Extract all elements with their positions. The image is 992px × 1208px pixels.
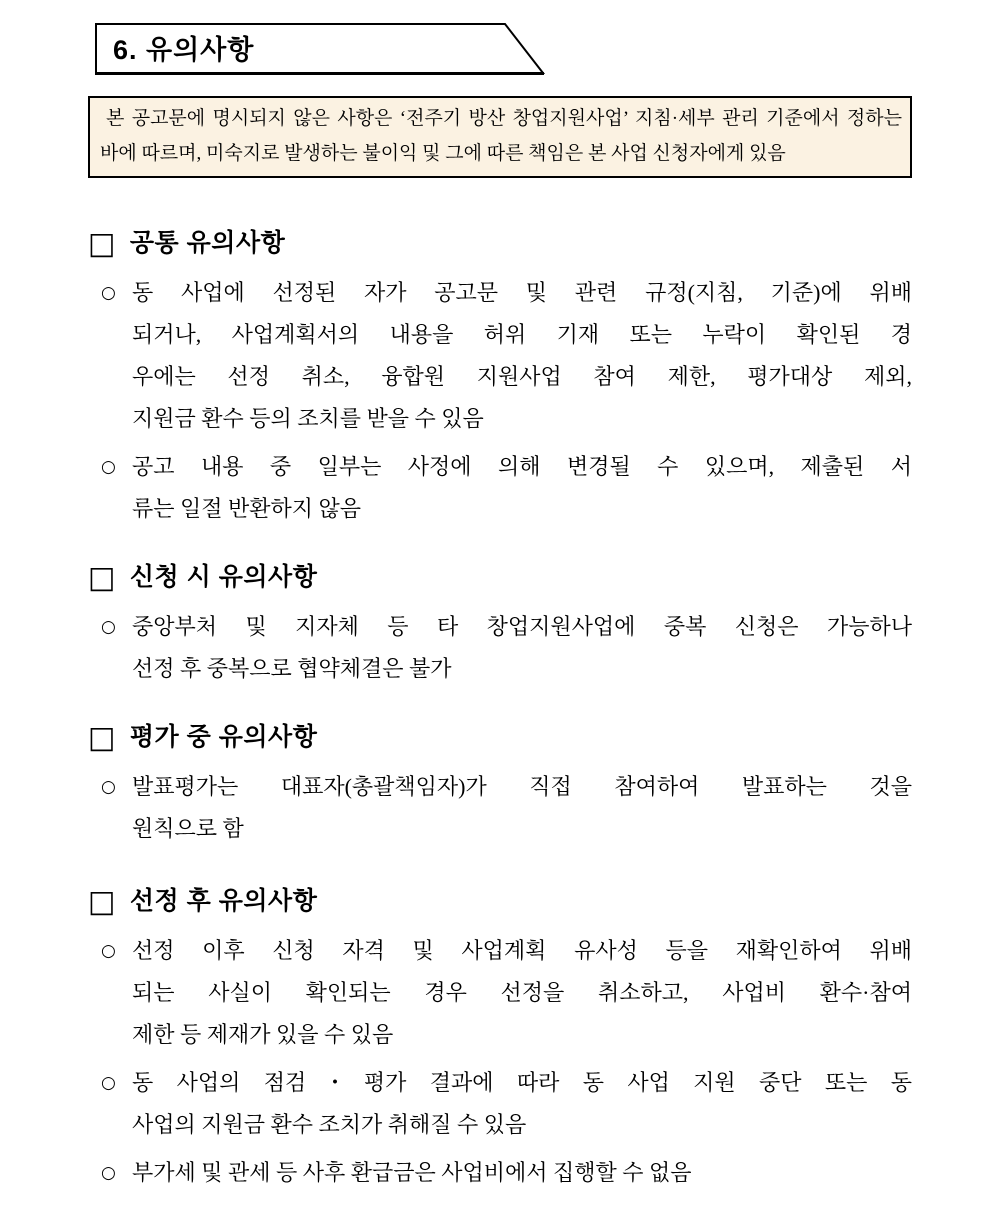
banner-title: 6. 유의사항	[113, 35, 255, 65]
circle-bullet-icon: ○	[101, 777, 116, 797]
list-item-line: 우에는 선정 취소, 융합원 지원사업 참여 제한, 평가대상 제외,	[132, 364, 912, 389]
list-item-text	[132, 1062, 912, 1146]
section	[88, 720, 912, 850]
section-heading-label: 신청 시 유의사항	[129, 563, 318, 591]
list-item-text	[132, 1152, 912, 1194]
section-heading-label: 공통 유의사항	[129, 229, 286, 257]
list-item-line: 사업의 지원금 환수 조치가 취해질 수 있음	[132, 1112, 527, 1137]
section-heading	[88, 720, 912, 754]
list-item-line: 동 사업의 점검・평가 결과에 따라 동 사업 지원 중단 또는 동	[132, 1070, 912, 1095]
notice-box	[88, 96, 912, 178]
circle-bullet-icon: ○	[101, 1163, 116, 1183]
square-bullet-icon: □	[88, 225, 116, 261]
list-item-text	[132, 766, 912, 850]
section	[88, 884, 912, 1194]
circle-bullet-icon: ○	[101, 283, 116, 303]
notice-line: 본 공고문에 명시되지 않은 사항은 ‘전주기 방산 창업지원사업’ 지침·세부 관리 기준에서 정하는	[106, 108, 902, 129]
list-item-line: 공고 내용 중 일부는 사정에 의해 변경될 수 있으며, 제출된 서	[132, 454, 912, 479]
list-item	[88, 446, 912, 530]
circle-bullet-icon: ○	[101, 1073, 116, 1093]
circle-bullet-icon: ○	[101, 941, 116, 961]
list-item-line: 지원금 환수 등의 조치를 받을 수 있음	[132, 406, 484, 431]
list-item-line: 선정 후 중복으로 협약체결은 불가	[132, 656, 452, 681]
list-item-line: 발표평가는 대표자(총괄책임자)가 직접 참여하여 발표하는 것을	[132, 774, 912, 799]
list-item-text	[132, 446, 912, 530]
square-bullet-icon: □	[88, 883, 116, 919]
list-item-text	[132, 272, 912, 440]
list-item-text	[132, 606, 912, 690]
section-heading	[88, 884, 912, 918]
section-banner	[95, 22, 547, 76]
list-item	[88, 1062, 912, 1146]
circle-bullet-icon: ○	[101, 457, 116, 477]
section-heading-label: 선정 후 유의사항	[129, 887, 318, 915]
list-item	[88, 930, 912, 1056]
list-item	[88, 1152, 912, 1194]
square-bullet-icon: □	[88, 559, 116, 595]
list-item-line: 제한 등 제재가 있을 수 있음	[132, 1022, 394, 1047]
section-heading	[88, 226, 912, 260]
notice-line: 바에 따르며, 미숙지로 발생하는 불이익 및 그에 따른 책임은 본 사업 신청자에게 있음	[100, 143, 786, 164]
list-item-line: 중앙부처 및 지자체 등 타 창업지원사업에 중복 신청은 가능하나	[132, 614, 912, 639]
sections	[88, 226, 912, 1194]
list-item-line: 되는 사실이 확인되는 경우 선정을 취소하고, 사업비 환수·참여	[132, 980, 912, 1005]
list-item	[88, 766, 912, 850]
section-heading-label: 평가 중 유의사항	[129, 723, 318, 751]
square-bullet-icon: □	[88, 719, 116, 755]
list-item-line: 선정 이후 신청 자격 및 사업계획 유사성 등을 재확인하여 위배	[132, 938, 912, 963]
list-item-text	[132, 930, 912, 1056]
section	[88, 560, 912, 690]
circle-bullet-icon: ○	[101, 617, 116, 637]
section	[88, 226, 912, 530]
list-item-line: 동 사업에 선정된 자가 공고문 및 관련 규정(지침, 기준)에 위배	[132, 280, 912, 305]
list-item-line: 부가세 및 관세 등 사후 환급금은 사업비에서 집행할 수 없음	[132, 1160, 692, 1185]
list-item-line: 류는 일절 반환하지 않음	[132, 496, 362, 521]
list-item	[88, 606, 912, 690]
list-item	[88, 272, 912, 440]
list-item-line: 되거나, 사업계획서의 내용을 허위 기재 또는 누락이 확인된 경	[132, 322, 912, 347]
section-heading	[88, 560, 912, 594]
list-item-line: 원칙으로 함	[132, 816, 244, 841]
